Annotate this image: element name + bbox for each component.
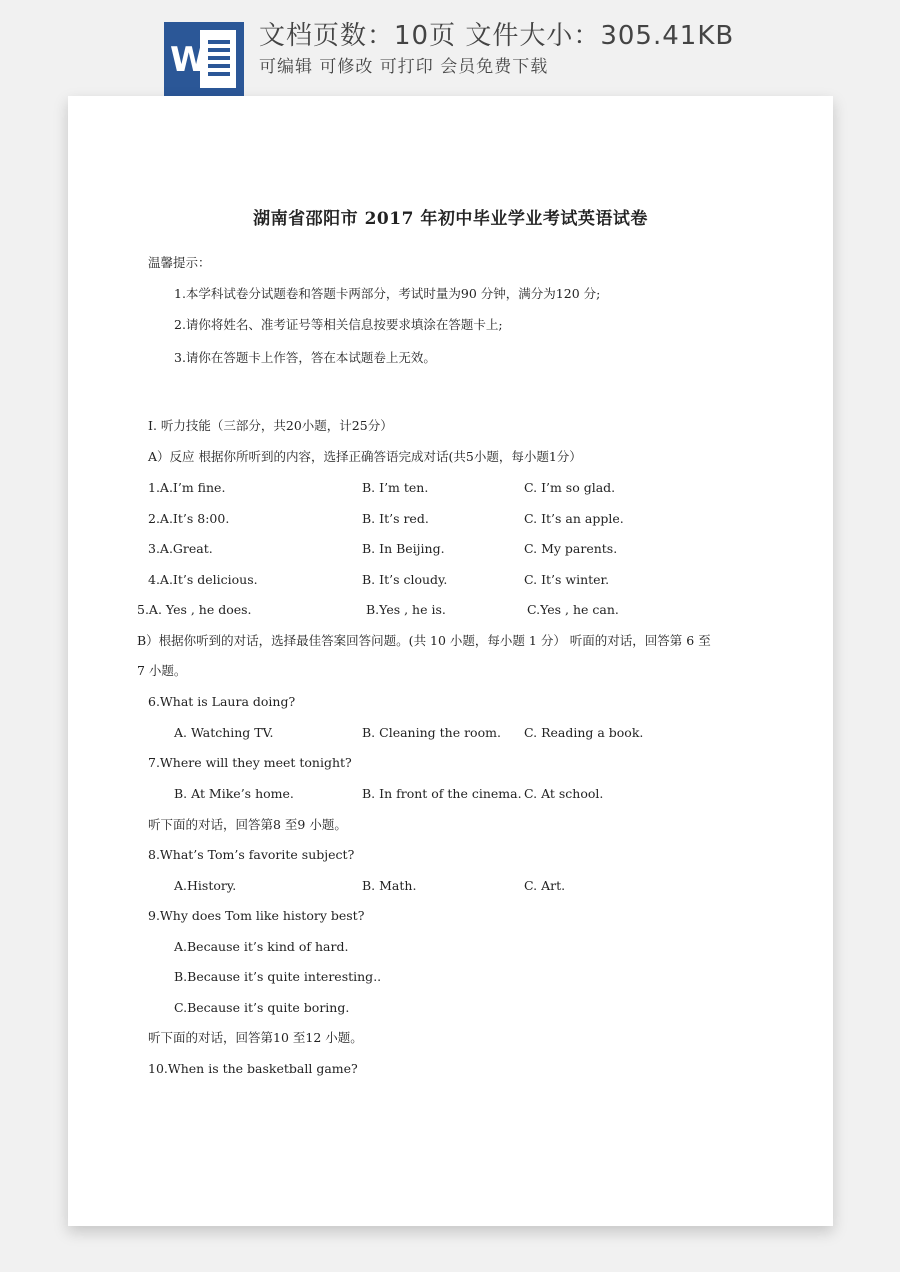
q8-option-a: A.History. <box>174 878 237 893</box>
section-1-heading: I. 听力技能（三部分，共20小题，计25分） <box>148 418 393 433</box>
exam-title: 湖南省邵阳市 2017 年初中毕业学业考试英语试卷 <box>253 209 648 229</box>
document-page <box>68 96 833 1226</box>
q7-option-c: C. At school. <box>524 786 604 801</box>
item-3-option-b: B. In Beijing. <box>362 541 445 556</box>
document-stats-title: 文档页数：10页 文件大小：305.41KB <box>259 21 735 51</box>
item-1-option-c: C. I’m so glad. <box>524 480 616 495</box>
item-2-option-a: 2.A.It’s 8:00. <box>148 511 230 526</box>
question-9: 9.Why does Tom like history best? <box>148 908 365 923</box>
item-3-option-c: C. My parents. <box>524 541 618 556</box>
tip-3: 3.请你在答题卡上作答，答在本试题卷上无效。 <box>174 350 436 365</box>
tip-2: 2.请你将姓名、准考证号等相关信息按要求填涂在答题卡上; <box>174 317 503 332</box>
q8-option-c: C. Art. <box>524 878 566 893</box>
item-4-option-c: C. It’s winter. <box>524 572 610 587</box>
instruction-q8-q9: 听下面的对话，回答第8 至9 小题。 <box>148 817 347 832</box>
part-a-instruction: A）反应 根据你所听到的内容，选择正确答语完成对话(共5小题，每小题1分） <box>148 449 582 464</box>
item-4-option-a: 4.A.It’s delicious. <box>148 572 258 587</box>
item-5-option-b: B.Yes , he is. <box>366 602 446 617</box>
q7-option-a: B. At Mike’s home. <box>174 786 294 801</box>
q8-option-b: B. Math. <box>362 878 417 893</box>
q6-option-a: A. Watching TV. <box>174 725 274 740</box>
part-b-instruction-line-2: 7 小题。 <box>137 663 187 678</box>
word-document-icon <box>164 22 244 96</box>
q7-option-b: B. In front of the cinema. <box>362 786 522 801</box>
tips-heading: 温馨提示： <box>148 255 211 270</box>
word-letter: W <box>170 40 208 80</box>
item-4-option-b: B. It’s cloudy. <box>362 572 448 587</box>
question-7: 7.Where will they meet tonight? <box>148 755 352 770</box>
item-2-option-c: C. It’s an apple. <box>524 511 624 526</box>
q9-option-a: A.Because it’s kind of hard. <box>174 939 349 954</box>
item-3-option-a: 3.A.Great. <box>148 541 213 556</box>
part-b-instruction-line-1: B）根据你听到的对话，选择最佳答案回答问题。(共 10 小题，每小题 1 分） 听面的对话，回答第 6 至 <box>137 633 711 648</box>
item-1-option-b: B. I’m ten. <box>362 480 429 495</box>
item-2-option-b: B. It’s red. <box>362 511 429 526</box>
question-8: 8.What’s Tom’s favorite subject? <box>148 847 355 862</box>
question-10: 10.When is the basketball game? <box>148 1061 358 1076</box>
q6-option-c: C. Reading a book. <box>524 725 644 740</box>
item-1-option-a: 1.A.I’m fine. <box>148 480 226 495</box>
question-6: 6.What is Laura doing? <box>148 694 296 709</box>
q9-option-c: C.Because it’s quite boring. <box>174 1000 350 1015</box>
q9-option-b: B.Because it’s quite interesting.. <box>174 969 382 984</box>
item-5-option-c: C.Yes , he can. <box>527 602 619 617</box>
document-info-header <box>0 0 900 100</box>
tip-1: 1.本学科试卷分试题卷和答题卡两部分，考试时量为90 分钟，满分为120 分; <box>174 286 601 301</box>
document-features-subtitle: 可编辑 可修改 可打印 会员免费下载 <box>259 57 549 77</box>
q6-option-b: B. Cleaning the room. <box>362 725 501 740</box>
item-5-option-a: 5.A. Yes , he does. <box>137 602 252 617</box>
instruction-q10-q12: 听下面的对话，回答第10 至12 小题。 <box>148 1030 363 1045</box>
